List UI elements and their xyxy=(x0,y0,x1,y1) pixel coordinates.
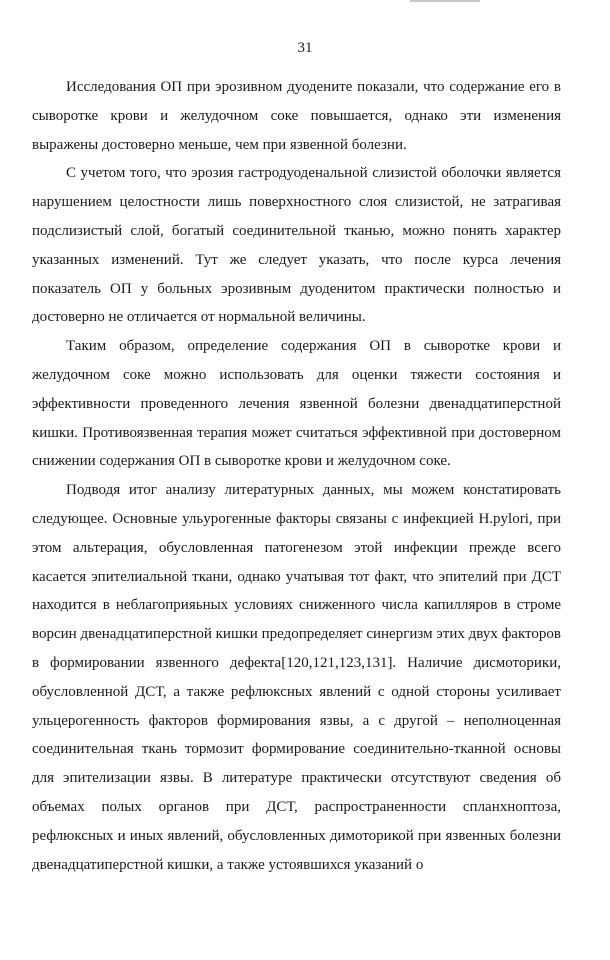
paragraph-erosive-duodenitis: Исследования ОП при эрозивном дуодените показали, что содержание его в сыворотке крови и желудочном соке повышается, однако эти изменения выражены достоверно меньше, чем при язвенной болезни. xyxy=(32,79,561,153)
paragraph-literature-summary: Подводя итог анализу литературных данных, мы можем констатировать следующее. Основные ульурогенные факторы связаны с инфекцией H.pylori, при этом альтерация, обусловленная патогенезом этой инфекции прежде всего касается эпителиальной ткани, однако учатывая тот факт, что эпителий при ДСТ находится в неблагоприяьных условиях сниженного числа капилляров в строме ворсин двенадцатиперстной кишки предопределяет синергизм этих двух факторов в формировании язвенного дефекта[120,121,123,131]. Наличие дисмоторики, обусловленной ДСТ, а также рефлюксных явлений с одной стороны усиливает ульцерогенность факторов формирования язвы, а с другой – неполноценная соединительная ткань тормозит формирование соединительно-тканной основы для эпителизации язвы. В литературе практически отсутствуют сведения об объемах полых органов при ДСТ, распространенности спланхноптоза, рефлюксных и иных явлений, обусловленных димоторикой при язвенных болезни двенадцатиперстной кишки, а также устоявшихся указаний о xyxy=(32,482,561,873)
paragraph-conclusion-op: Таким образом, определение содержания ОП в сыворотке крови и желудочном соке можно использовать для оценки тяжести состояния и эффективности проведенного лечения язвенной болезни двенадцатиперстной кишки. Противоязвенная терапия может считаться эффективной при достоверном снижении содержания ОП в сыворотке крови и желудочном соке. xyxy=(32,338,561,470)
page-number: 31 xyxy=(297,40,313,56)
paragraph-erosion-mucosa: С учетом того, что эрозия гастродуоденальной слизистой оболочки является нарушением целостности лишь поверхностного слоя слизистой, не затрагивая подслизистый слой, богатый соединительной тканью, можно понять характер указанных изменений. Тут же следует указать, что после курса лечения показатель ОП у больных эрозивным дуоденитом практически полностью и достоверно не отличается от нормальной величины. xyxy=(32,165,561,326)
text-body xyxy=(32,73,561,879)
scan-artifact xyxy=(410,0,480,2)
